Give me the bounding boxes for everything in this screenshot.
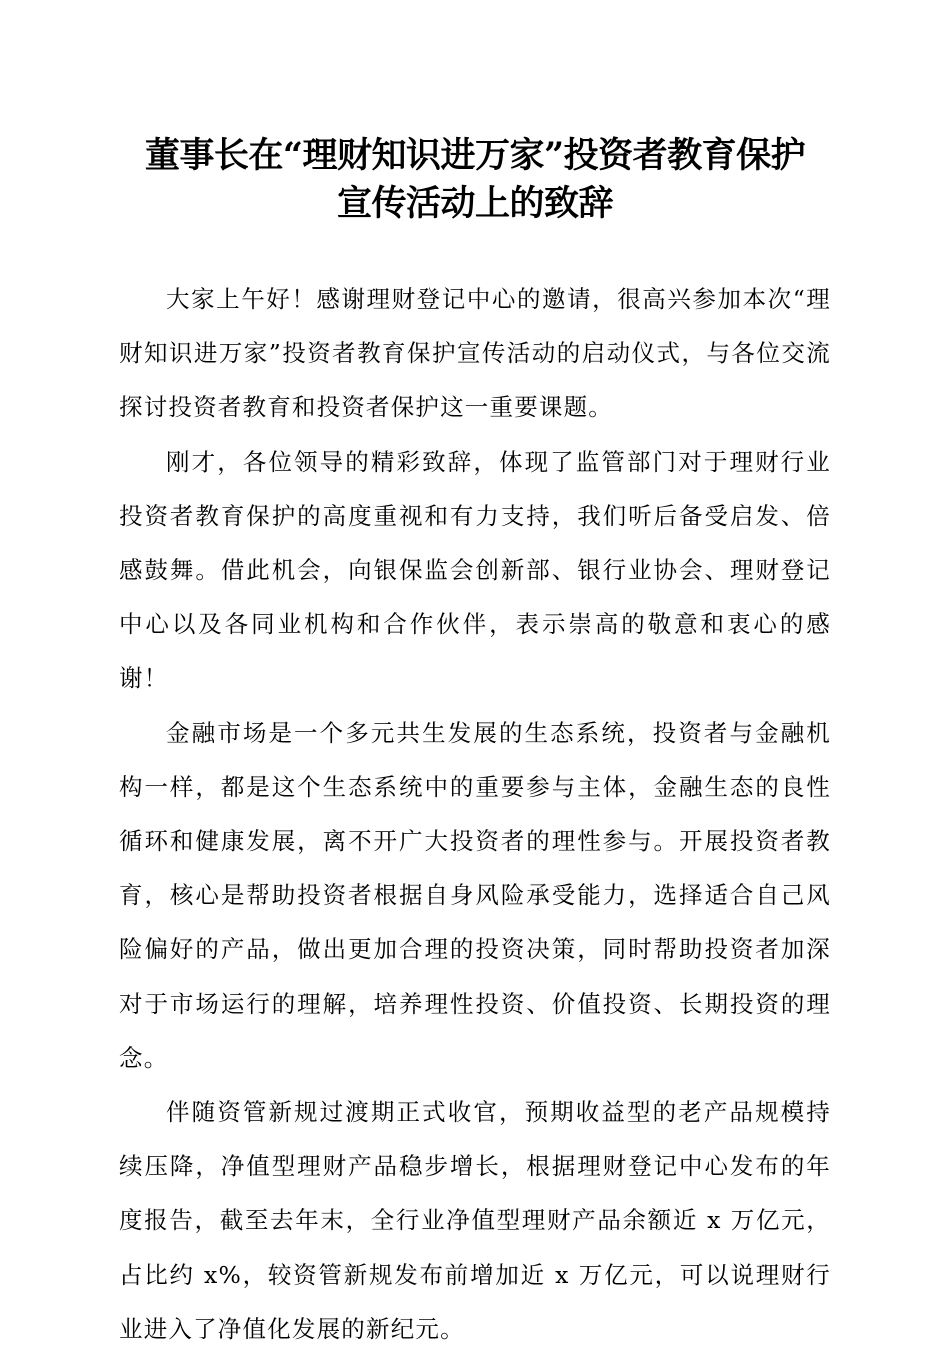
paragraph-thanks: 刚才，各位领导的精彩致辞，体现了监管部门对于理财行业投资者教育保护的高度重视和有力支持，我们听后备受启发、倍感鼓舞。借此机会，向银保监会创新部、银行业协会、理财登记中心以及各同业机构和合作伙伴，表示崇高的敬意和衷心的感谢！: [119, 447, 831, 693]
paragraph-greeting: 大家上午好！感谢理财登记中心的邀请，很高兴参加本次“理财知识进万家”投资者教育保护宣传活动的启动仪式，与各位交流探讨投资者教育和投资者保护这一重要课题。: [119, 285, 831, 422]
document-body: [119, 272, 831, 1356]
document-title: [100, 132, 850, 228]
paragraph-net-value-products: 伴随资管新规过渡期正式收官，预期收益型的老产品规模持续压降，净值型理财产品稳步增长，根据理财登记中心发布的年度报告，截至去年末，全行业净值型理财产品余额近 x 万亿元，占比约 x%，较资管新规发布前增加近 x 万亿元，可以说理财行业进入了净值化发展的新纪元。: [119, 1098, 831, 1343]
paragraph-investor-education: 金融市场是一个多元共生发展的生态系统，投资者与金融机构一样，都是这个生态系统中的重要参与主体，金融生态的良性循环和健康发展，离不开广大投资者的理性参与。开展投资者教育，核心是帮助投资者根据自身风险承受能力，选择适合自己风险偏好的产品，做出更加合理的投资决策，同时帮助投资者加深对于市场运行的理解，培养理性投资、价值投资、长期投资的理念。: [119, 718, 831, 1072]
title-line-1: 董事长在“理财知识进万家”投资者教育保护: [144, 135, 806, 176]
title-line-2: 宣传活动上的致辞: [336, 183, 613, 224]
